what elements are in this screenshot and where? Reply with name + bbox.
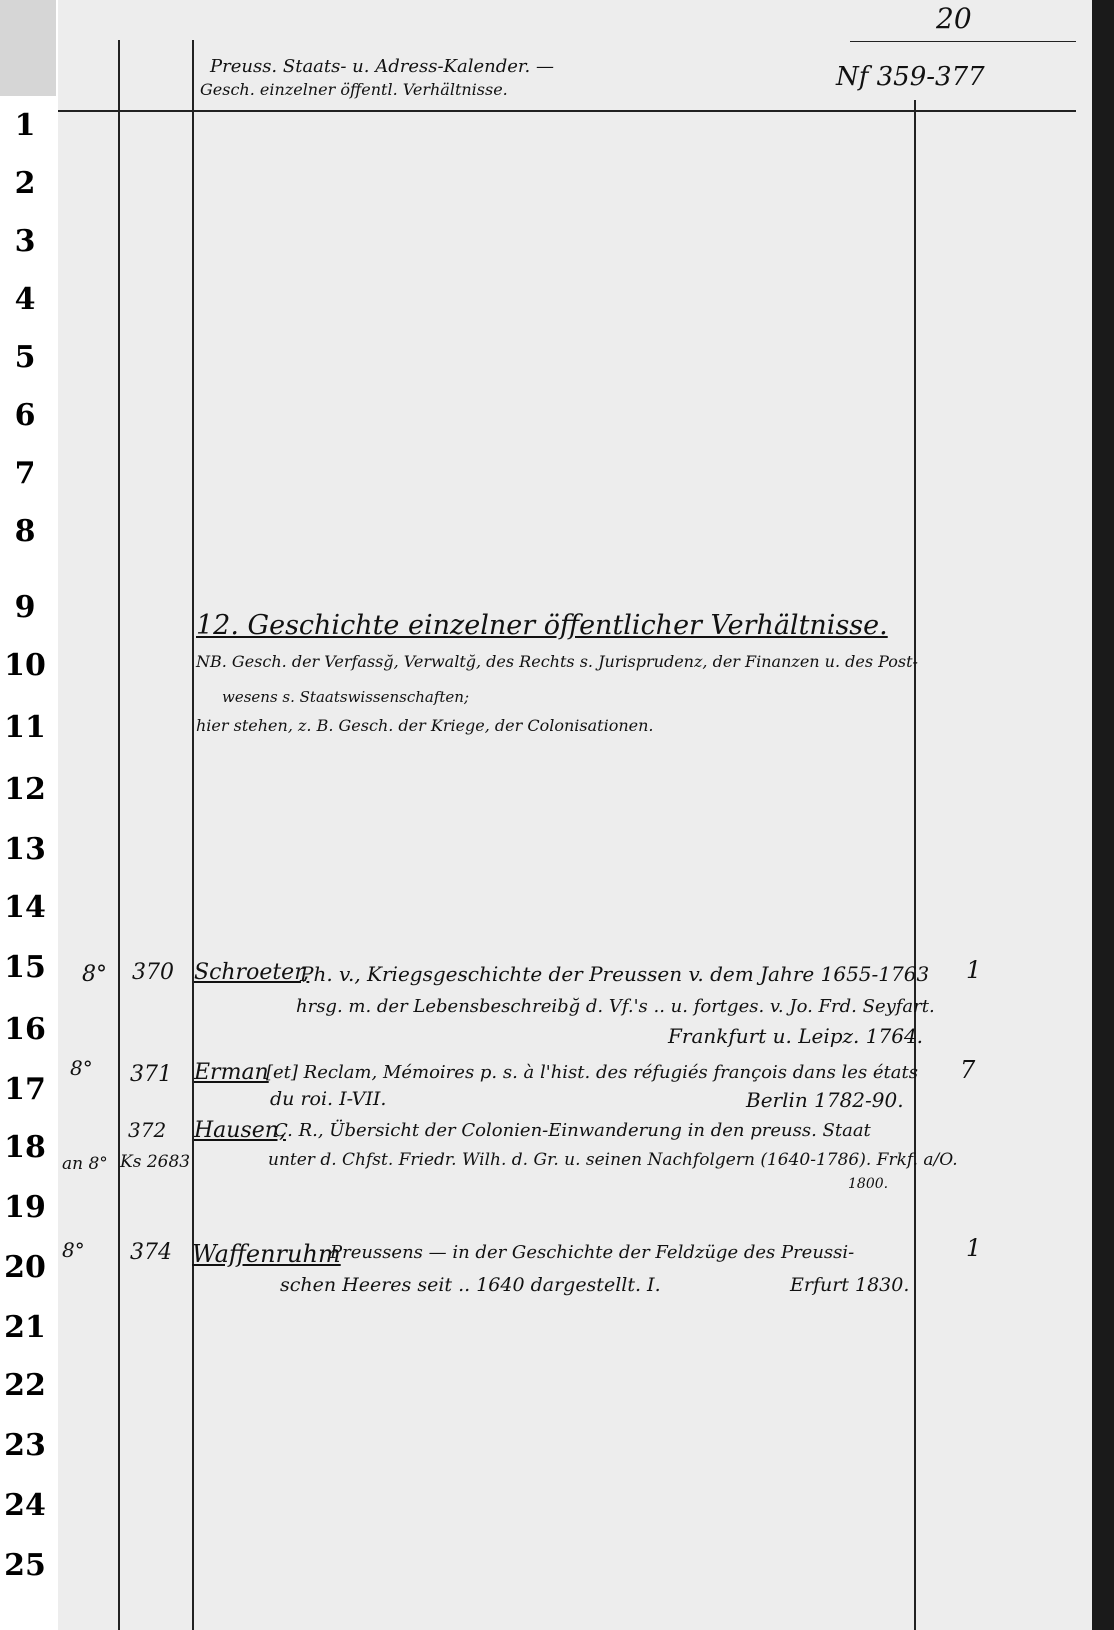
column-rule-number bbox=[192, 40, 194, 1630]
ledger-page bbox=[58, 0, 1092, 1630]
line-number: 8 bbox=[14, 514, 36, 549]
entry-author: Waffenruhm bbox=[192, 1240, 341, 1268]
line-number: 9 bbox=[14, 590, 36, 625]
line-number: 16 bbox=[4, 1012, 46, 1047]
entry-author: Hausen, bbox=[194, 1118, 286, 1143]
column-rule-volumes bbox=[914, 100, 916, 1630]
line-number: 12 bbox=[4, 772, 46, 807]
line-number: 6 bbox=[14, 398, 36, 433]
entry-title-line2: du roi. I-VII. bbox=[270, 1088, 387, 1110]
entry-title-line1: C. R., Übersicht der Colonien-Einwanderung in den preuss. Staat bbox=[274, 1120, 871, 1141]
line-number: 14 bbox=[4, 890, 46, 925]
line-number: 11 bbox=[4, 710, 46, 745]
line-number: 17 bbox=[4, 1072, 46, 1107]
line-number: 2 bbox=[14, 166, 36, 201]
section-note-line1: NB. Gesch. der Verfassğ, Verwaltğ, des Rechts s. Jurisprudenz, der Finanzen u. des Post- bbox=[196, 652, 918, 671]
entry-title-line2: hrsg. m. der Lebensbeschreibğ d. Vf.'s .. u. fortges. v. Jo. Frd. Seyfart. bbox=[296, 996, 935, 1017]
section-heading: 12. Geschichte einzelner öffentlicher Verhältnisse. bbox=[196, 610, 888, 641]
shelfmark-range: Nf 359-377 bbox=[836, 62, 985, 92]
entry-format: an 8° bbox=[62, 1154, 108, 1174]
entry-title-line2: schen Heeres seit .. 1640 dargestellt. I. bbox=[280, 1274, 661, 1296]
header-title-line1: Preuss. Staats- u. Adress-Kalender. — bbox=[210, 56, 554, 77]
page-number: 20 bbox=[936, 2, 972, 35]
line-number: 24 bbox=[4, 1488, 46, 1523]
line-number: 23 bbox=[4, 1428, 46, 1463]
line-number: 19 bbox=[4, 1190, 46, 1225]
line-number: 5 bbox=[14, 340, 36, 375]
entry-imprint: Frankfurt u. Leipz. 1764. bbox=[668, 1024, 924, 1048]
line-number: 7 bbox=[14, 456, 36, 491]
entry-imprint: Berlin 1782-90. bbox=[746, 1088, 904, 1112]
column-rule-format bbox=[118, 40, 120, 1630]
entry-imprint: 1800. bbox=[848, 1176, 889, 1192]
entry-format: 8° bbox=[62, 1238, 85, 1262]
entry-title-line1: [et] Reclam, Mémoires p. s. à l'hist. des réfugiés françois dans les états bbox=[266, 1062, 918, 1083]
entry-number: 372 bbox=[128, 1118, 167, 1142]
strip-header-gray bbox=[0, 0, 56, 96]
entry-author: Schroeter, bbox=[194, 960, 310, 985]
book-spine-edge bbox=[1092, 0, 1114, 1630]
section-note-line2: wesens s. Staatswissenschaften; bbox=[222, 688, 470, 706]
entry-title-line1: Ph. v., Kriegsgeschichte der Preussen v. dem Jahre 1655-1763 bbox=[300, 962, 930, 986]
line-number: 25 bbox=[4, 1548, 46, 1583]
entry-number: 371 bbox=[130, 1062, 172, 1087]
entry-number: 374 bbox=[130, 1240, 172, 1265]
entry-title-line1: Preussens — in der Geschichte der Feldzüge des Preussi- bbox=[330, 1242, 855, 1263]
entry-number-sub: Ks 2683 bbox=[120, 1152, 191, 1172]
header-rule bbox=[58, 110, 1076, 112]
line-number: 4 bbox=[14, 282, 36, 317]
line-number: 1 bbox=[14, 108, 36, 143]
line-number: 22 bbox=[4, 1368, 46, 1403]
entry-number: 370 bbox=[132, 960, 174, 985]
line-number: 10 bbox=[4, 648, 46, 683]
entry-format: 8° bbox=[70, 1056, 93, 1080]
line-number: 18 bbox=[4, 1130, 46, 1165]
entry-author: Erman bbox=[194, 1060, 269, 1085]
line-number: 20 bbox=[4, 1250, 46, 1285]
line-number: 3 bbox=[14, 224, 36, 259]
entry-format: 8° bbox=[82, 962, 107, 987]
section-note-line3: hier stehen, z. B. Gesch. der Kriege, der Colonisationen. bbox=[196, 716, 654, 735]
line-number: 21 bbox=[4, 1310, 46, 1345]
entry-volumes: 1 bbox=[966, 956, 982, 984]
entry-title-line2: unter d. Chfst. Friedr. Wilh. d. Gr. u. seinen Nachfolgern (1640-1786). Frkf. a/O. bbox=[268, 1150, 958, 1170]
entry-volumes: 7 bbox=[960, 1056, 976, 1084]
entry-volumes: 1 bbox=[966, 1234, 982, 1262]
header-title-line2: Gesch. einzelner öffentl. Verhältnisse. bbox=[200, 80, 508, 99]
line-number: 15 bbox=[4, 950, 46, 985]
line-number: 13 bbox=[4, 832, 46, 867]
page-number-rule bbox=[850, 41, 1076, 42]
entry-imprint: Erfurt 1830. bbox=[790, 1274, 910, 1296]
